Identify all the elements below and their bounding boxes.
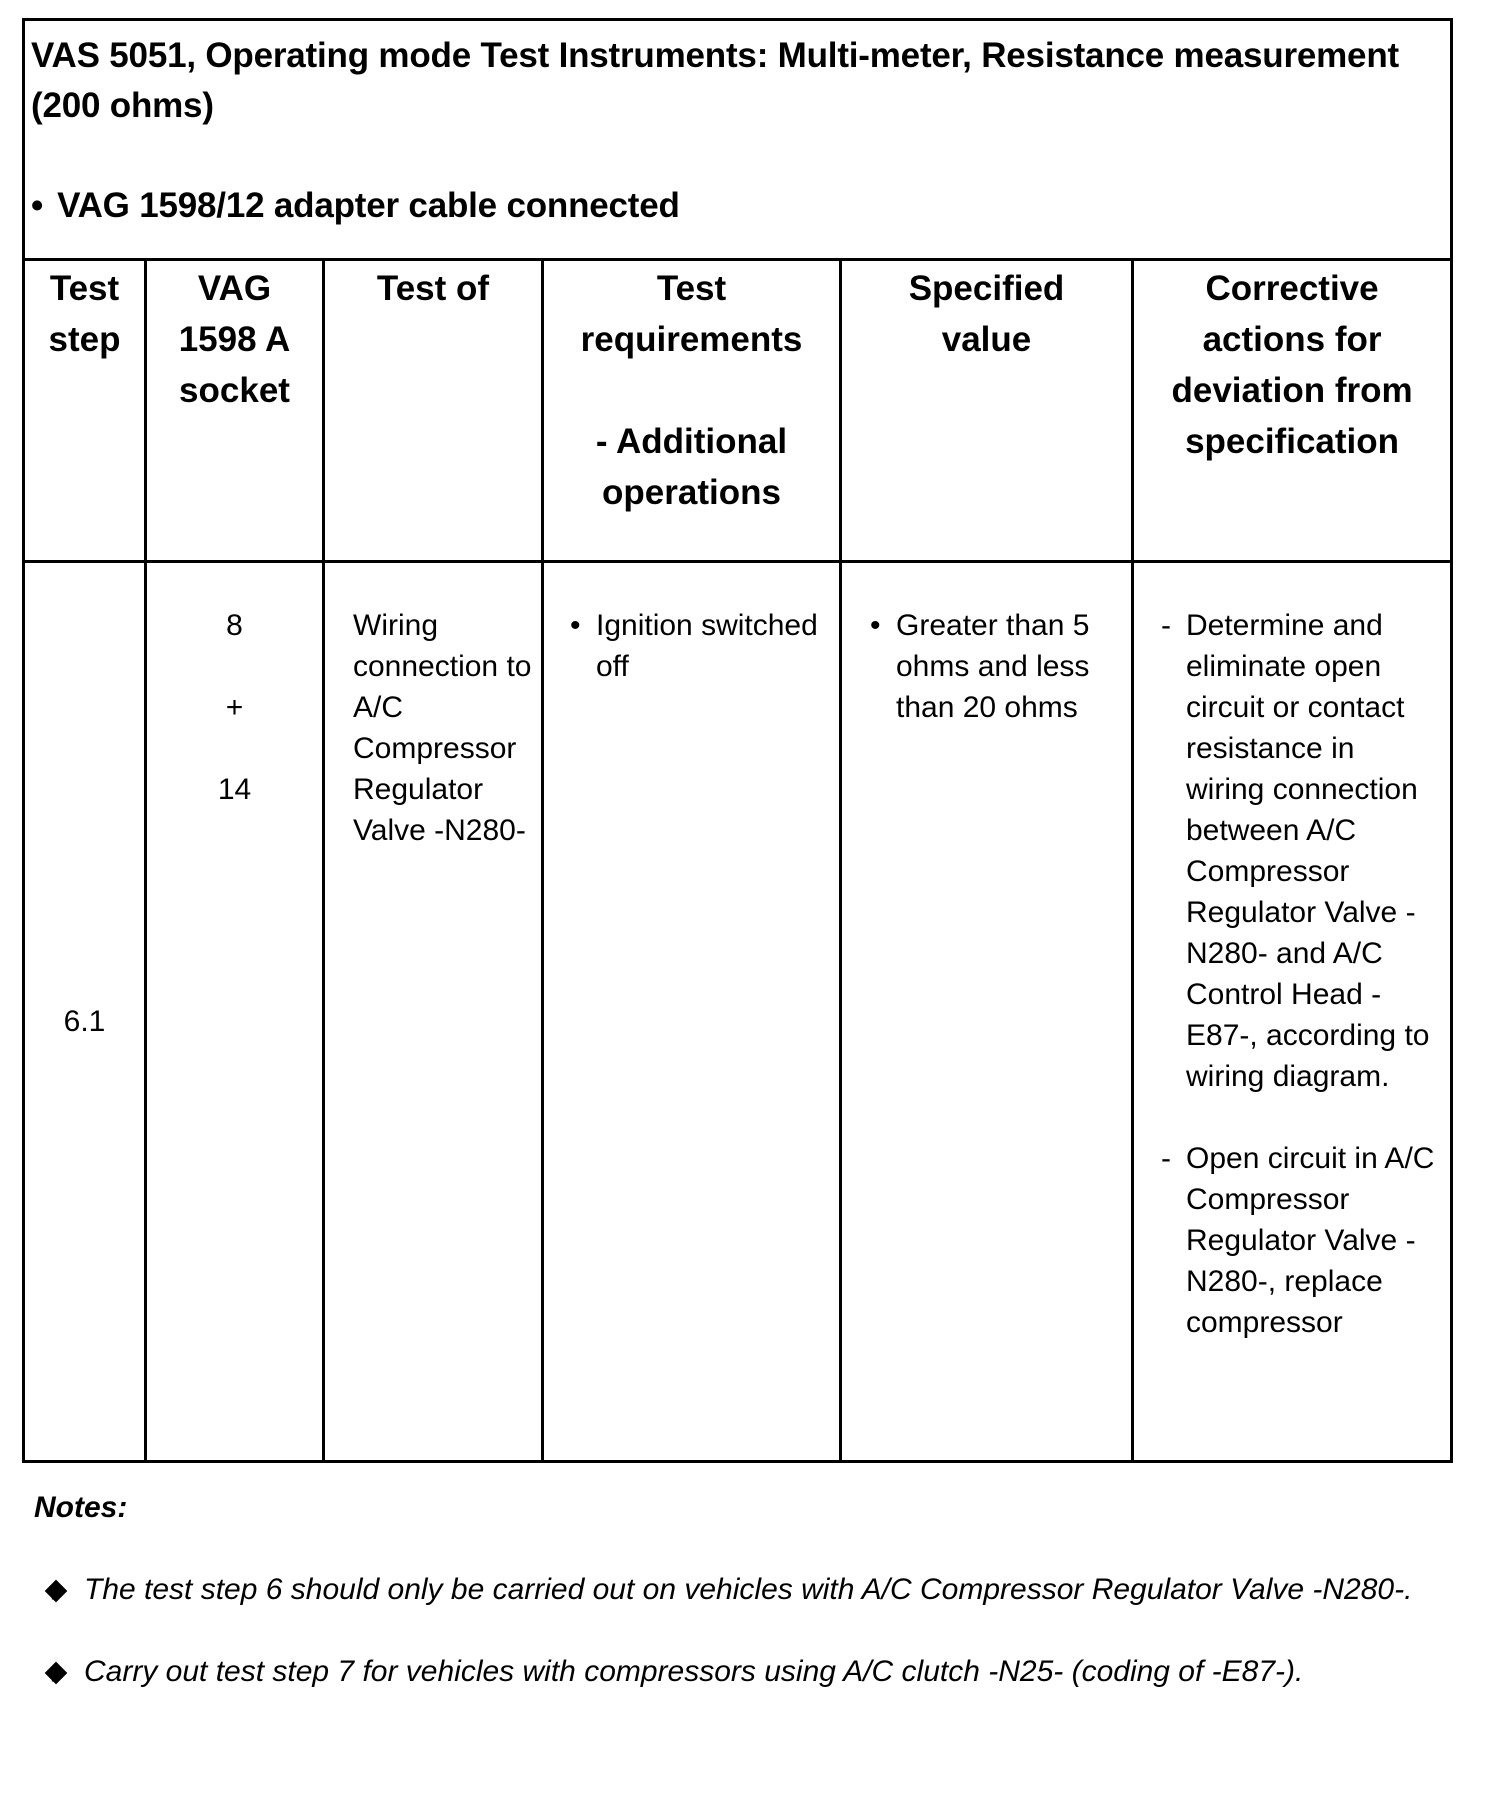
specified-value-item xyxy=(842,605,1131,728)
dash-mark: - xyxy=(1161,1142,1171,1175)
dash-mark: - xyxy=(1161,609,1171,642)
notes-section xyxy=(34,1488,1414,1734)
note-text: Carry out test step 7 for vehicles with compressors using A/C clutch -N25- (coding of -E87-). xyxy=(84,1655,1304,1688)
socket-gap xyxy=(147,646,322,687)
note-item xyxy=(34,1570,1414,1610)
corrective-action-text: Determine and eliminate open circuit or contact resistance in wiring connection between A/C Compressor Regulator Valve -N280- and A/C Control Head -E87-, according to wiring diagram. xyxy=(1186,609,1430,1093)
column-header-socket xyxy=(146,260,324,562)
column-header-line: VAG xyxy=(197,269,272,308)
corrective-action-item xyxy=(1134,605,1450,1097)
socket-gap xyxy=(147,728,322,769)
column-header-line: specification xyxy=(1185,422,1400,461)
specified-value-text: Greater than 5 ohms and less than 20 ohms xyxy=(896,609,1090,724)
requirement-text: Ignition switched off xyxy=(596,609,818,683)
adapter-bullet xyxy=(31,181,1444,231)
column-header-line: Specified xyxy=(908,269,1065,308)
test-of-line: A/C xyxy=(353,691,404,724)
column-header-requirements xyxy=(543,260,841,562)
column-header-line: socket xyxy=(179,371,290,410)
column-header-line: step xyxy=(48,320,121,359)
corrective-action-item xyxy=(1134,1138,1450,1343)
adapter-bullet-text: VAG 1598/12 adapter cable connected xyxy=(57,186,680,225)
diamond-bullet-icon xyxy=(45,1662,68,1685)
column-header-row xyxy=(24,260,1452,562)
column-header-line: Test xyxy=(656,269,727,308)
socket-plus: + xyxy=(225,691,244,724)
bullet-mark: • xyxy=(570,609,581,642)
column-header-line: - Additional xyxy=(595,422,788,461)
test-of-line: Regulator xyxy=(353,773,484,806)
column-header-specified-value xyxy=(841,260,1133,562)
requirement-item xyxy=(544,605,839,687)
test-step-cell xyxy=(24,562,146,1462)
bullet-mark: • xyxy=(870,609,881,642)
column-header-line: requirements xyxy=(580,320,803,359)
table-header xyxy=(24,20,1452,260)
note-text: The test step 6 should only be carried out on vehicles with A/C Compressor Regulator Valve -N280-. xyxy=(84,1573,1413,1606)
note-item xyxy=(34,1652,1414,1692)
test-table xyxy=(22,18,1453,1463)
column-header-line: Test of xyxy=(376,269,490,308)
column-header-corrective-actions xyxy=(1133,260,1452,562)
specified-value-cell xyxy=(841,562,1133,1462)
bullet-symbol: • xyxy=(31,186,44,225)
column-header-line: Corrective xyxy=(1205,269,1379,308)
column-header-line: value xyxy=(941,320,1032,359)
column-header-spacer xyxy=(544,365,839,416)
socket-a: 8 xyxy=(226,609,243,642)
notes-title: Notes: xyxy=(34,1491,128,1524)
socket-cell xyxy=(146,562,324,1462)
test-of-line: connection to xyxy=(353,650,532,683)
column-header-line: 1598 A xyxy=(178,320,291,359)
test-of-line: Valve -N280- xyxy=(353,814,526,847)
corrective-actions-cell xyxy=(1133,562,1452,1462)
requirements-cell xyxy=(543,562,841,1462)
corrective-action-text: Open circuit in A/C Compressor Regulator Valve -N280-, replace compressor xyxy=(1186,1142,1435,1339)
test-of-cell xyxy=(324,562,543,1462)
test-step-value: 6.1 xyxy=(63,1005,106,1038)
column-header-line: actions for xyxy=(1202,320,1382,359)
test-of-line: Compressor xyxy=(353,732,517,765)
column-header-line: Test xyxy=(49,269,120,308)
table-row xyxy=(24,562,1452,1462)
test-of-line: Wiring xyxy=(353,609,439,642)
table-header-row xyxy=(24,20,1452,260)
diamond-bullet-icon xyxy=(45,1580,68,1603)
socket-b: 14 xyxy=(217,773,252,806)
column-header-line: deviation from xyxy=(1171,371,1413,410)
table-title: VAS 5051, Operating mode Test Instruments: Multi-meter, Resistance measurement (200 ohms) xyxy=(31,36,1399,125)
column-header-test-of xyxy=(324,260,543,562)
column-header-test-step xyxy=(24,260,146,562)
column-header-line: operations xyxy=(602,473,781,512)
